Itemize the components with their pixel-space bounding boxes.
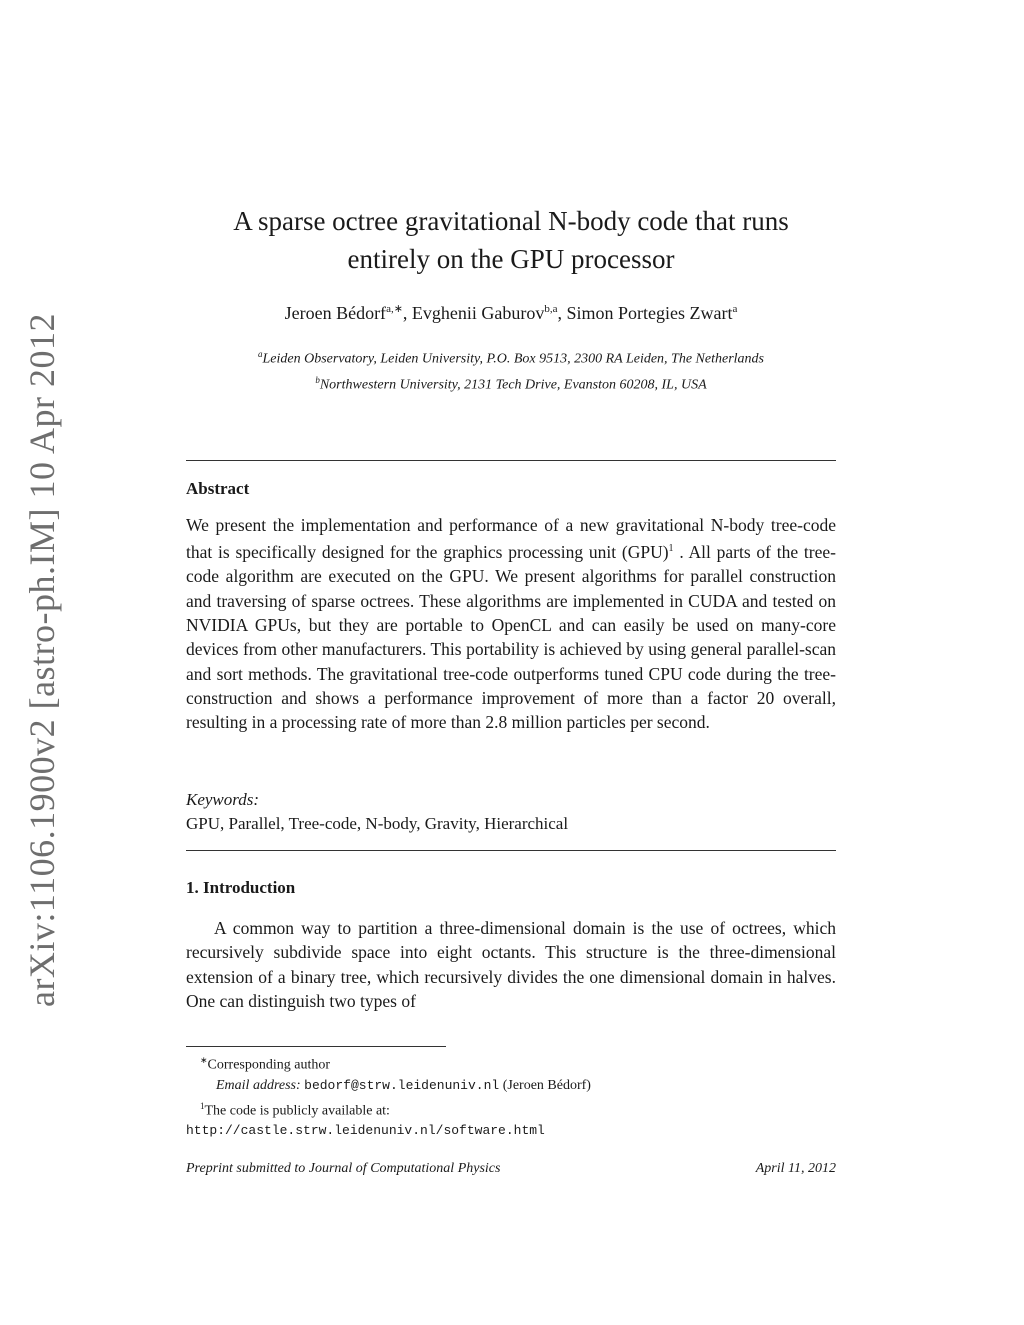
code-url-link[interactable]: http://castle.strw.leidenuniv.nl/software.html xyxy=(186,1123,545,1139)
author-name: Jeroen Bédorf xyxy=(284,303,387,323)
paper-title xyxy=(186,202,836,278)
email-label: Email address: xyxy=(216,1077,301,1093)
journal-footer: Preprint submitted to Journal of Computational Physics xyxy=(186,1161,501,1176)
abstract-text-part2: . All parts of the tree-code algorithm are executed on the GPU. We present algorithms for parallel construction and traversing of sparse octrees. These algorithms are implemented in CUDA and tested on NVIDIA GPUs, but they are portable to OpenCL and can easily be used on many-core devices from other manufacturers. This portability is achieved by using general parallel-scan and sort methods. The gravitational tree-code outperforms tuned CPU code during the tree-construction and shows a performance improvement of more than a factor 20 overall, resulting in a processing rate of more than 2.8 million particles per second. xyxy=(186,542,836,733)
affiliation-a xyxy=(186,344,836,370)
arxiv-identifier: arXiv:1106.1900v2 [astro-ph.IM] 10 Apr 2012 xyxy=(22,312,62,1008)
footnotes xyxy=(186,1050,836,1141)
affil-text: Northwestern University, 2131 Tech Drive, Evanston 60208, IL, USA xyxy=(319,377,707,393)
affil-mark: a xyxy=(258,349,263,359)
footnote-rule xyxy=(186,1046,446,1047)
date-footer: April 11, 2012 xyxy=(755,1161,836,1176)
footnote-1 xyxy=(186,1096,836,1122)
footnote-mark: 1 xyxy=(200,1100,205,1111)
author-affil-mark: a xyxy=(732,303,738,315)
footnote-email xyxy=(186,1076,836,1096)
keywords-list: GPU, Parallel, Tree-code, N-body, Gravity, Hierarchical xyxy=(186,814,569,833)
footnote-1-text: The code is publicly available at: xyxy=(204,1103,390,1119)
affiliation-b xyxy=(186,370,836,396)
email-owner: (Jeroen Bédorf) xyxy=(502,1077,591,1093)
footnote-corresponding xyxy=(186,1050,836,1076)
footnote-mark: 1 xyxy=(668,543,674,555)
abstract-heading: Abstract xyxy=(186,479,250,498)
introduction-heading: 1. Introduction xyxy=(186,878,296,897)
abstract-bottom-rule xyxy=(186,850,836,851)
author-name: Evghenii Gaburov xyxy=(411,303,545,323)
author-affil-mark: a,∗ xyxy=(386,303,403,315)
abstract-top-rule xyxy=(186,460,836,461)
author-list: Jeroen Bédorf$^{a,∗}$, Evghenii Gaburov$^{b,a}$, Simon Portegies Zwart$^a$ xyxy=(284,303,738,323)
abstract-text xyxy=(186,513,836,735)
introduction-text: A common way to partition a three-dimensional domain is the use of octrees, which recursively subdivide space into eight octants. This structure is the three-dimensional extension of a binary tree, which recursively divides the one dimensional domain in halves. One can distinguish two types of xyxy=(186,918,836,1011)
author-name: Simon Portegies Zwart xyxy=(566,303,733,323)
affiliations xyxy=(186,344,836,395)
affil-text: Leiden Observatory, Leiden University, P.O. Box 9513, 2300 RA Leiden, The Netherlands xyxy=(262,351,764,367)
corresponding-text: Corresponding author xyxy=(207,1057,331,1073)
abstract-text-part1: We present the implementation and performance of a new gravitational N-body tree-code that is specifically designed for the graphics processing unit (GPU) xyxy=(186,515,836,563)
keywords-label: Keywords: xyxy=(186,790,260,809)
email-link[interactable]: bedorf@strw.leidenuniv.nl xyxy=(304,1077,500,1093)
footnote-mark: ∗ xyxy=(200,1055,208,1065)
affil-mark: b xyxy=(315,374,320,385)
title-line-2: entirely on the GPU processor xyxy=(347,244,675,274)
title-line-1: A sparse octree gravitational N-body code that runs xyxy=(233,206,789,236)
author-affil-mark: b,a xyxy=(544,303,558,315)
